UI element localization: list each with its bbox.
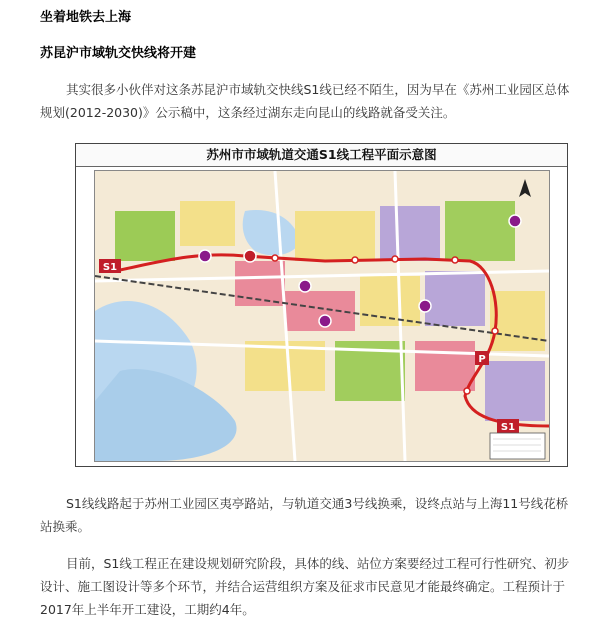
urban-block [415, 341, 475, 391]
intro-text: 其实很多小伙伴对这条苏昆沪市域轨交快线S1线已经不陌生，因为早在《苏州工业园区总体规划(2012-2030)》公示稿中，这条经过湖东走向昆山的线路就备受关注。 [40, 82, 570, 120]
route-map [75, 143, 568, 467]
map-graphic [95, 171, 549, 461]
industrial-block [485, 361, 545, 421]
transfer-station-marker [199, 250, 211, 262]
residential-block [180, 201, 235, 246]
transfer-station-marker [509, 215, 521, 227]
status-paragraph [40, 552, 580, 621]
transfer-station-marker [319, 315, 331, 327]
terminal-station-marker [244, 250, 256, 262]
s1-line-tag-text: S1 [500, 422, 516, 433]
station-marker [452, 257, 458, 263]
station-marker [464, 388, 470, 394]
svg-text:P: P [478, 354, 486, 365]
station-marker [352, 257, 358, 263]
page-title: 坐着地铁去上海 [40, 10, 132, 25]
transfer-station-marker [299, 280, 311, 292]
transfer-station-marker [419, 300, 431, 312]
s1-line-tag-text: S1 [102, 262, 118, 273]
intro-paragraph [40, 78, 580, 124]
residential-block [295, 211, 375, 261]
industrial-block [425, 271, 485, 326]
station-marker [392, 256, 398, 262]
status-text: 目前，S1线工程正在建设规划研究阶段，具体的线、站位方案要经过工程可行性研究、初步设计、施工图设计等多个环节，并结合运营组织方案及征求市民意见才能最终确定。工程预计于2017年上半年开工建设，工期约4年。 [40, 556, 570, 617]
industrial-block [380, 206, 440, 261]
route-text: S1线线路起于苏州工业园区夷亭路站，与轨道交通3号线换乘，设终点站与上海11号线花桥站换乘。 [40, 496, 569, 534]
route-paragraph [40, 492, 580, 538]
legend-box [490, 433, 545, 459]
map-canvas [94, 170, 550, 462]
station-marker [272, 255, 278, 261]
green-block [115, 211, 175, 261]
map-title: 苏州市市域轨道交通S1线工程平面示意图 [76, 144, 567, 167]
section-title: 苏昆沪市域轨交快线将开建 [40, 46, 197, 61]
green-block [445, 201, 515, 261]
station-marker [492, 328, 498, 334]
residential-block [490, 291, 545, 351]
